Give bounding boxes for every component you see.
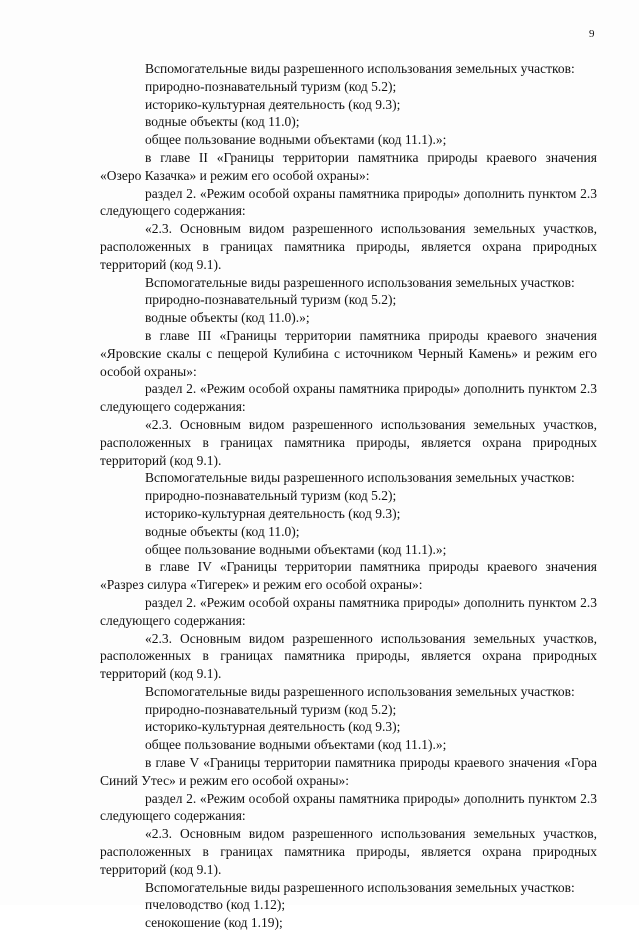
paragraph: Вспомогательные виды разрешенного использования земельных участков:	[145, 683, 575, 699]
paragraph: Вспомогательные виды разрешенного использования земельных участков:	[145, 470, 575, 486]
paragraph: природно-познавательный туризм (код 5.2);	[145, 78, 397, 94]
paragraph: сенокошение (код 1.19);	[145, 915, 283, 931]
document-body	[100, 60, 597, 932]
paragraph: «2.3. Основным видом разрешенного использования земельных участков, расположенных в границах памятника природы, является охрана природных территорий (код 9.1).	[100, 826, 597, 877]
paragraph: «2.3. Основным видом разрешенного использования земельных участков, расположенных в границах памятника природы, является охрана природных территорий (код 9.1).	[100, 221, 597, 272]
paragraph: в главе II «Границы территории памятника природы краевого значения «Озеро Казачка» и режим его особой охраны»:	[100, 149, 597, 183]
paragraph: историко-культурная деятельность (код 9.3);	[145, 719, 401, 735]
paragraph: Вспомогательные виды разрешенного использования земельных участков:	[145, 61, 575, 76]
paragraph: общее пользование водными объектами (код 11.1).»;	[145, 737, 447, 753]
paragraph: раздел 2. «Режим особой охраны памятника природы» дополнить пунктом 2.3 следующего содержания:	[100, 594, 597, 628]
paragraph: в главе IV «Границы территории памятника природы краевого значения «Разрез силура «Тигерек» и режим его особой охраны»:	[100, 559, 597, 593]
paragraph: Вспомогательные виды разрешенного использования земельных участков:	[145, 274, 575, 290]
paragraph: раздел 2. «Режим особой охраны памятника природы» дополнить пунктом 2.3 следующего содержания:	[100, 185, 597, 219]
paragraph: общее пользование водными объектами (код 11.1).»;	[145, 132, 447, 148]
paragraph: в главе V «Границы территории памятника природы краевого значения «Гора Синий Утес» и режим его особой охраны»:	[100, 755, 597, 788]
paragraph: природно-познавательный туризм (код 5.2);	[145, 292, 397, 308]
paragraph: «2.3. Основным видом разрешенного использования земельных участков, расположенных в границах памятника природы, является охрана природных территорий (код 9.1).	[100, 416, 597, 468]
page-number: 9	[589, 28, 595, 40]
paragraph: «2.3. Основным видом разрешенного использования земельных участков, расположенных в границах памятника природы, является охрана природных территорий (код 9.1).	[100, 630, 597, 682]
paragraph: водные объекты (код 11.0).»;	[145, 310, 310, 326]
paragraph: природно-познавательный туризм (код 5.2);	[145, 701, 397, 717]
paragraph: раздел 2. «Режим особой охраны памятника природы» дополнить пунктом 2.3 следующего содержания:	[100, 790, 597, 824]
paragraph: пчеловодство (код 1.12);	[145, 897, 286, 913]
paragraph: историко-культурная деятельность (код 9.3);	[145, 505, 401, 521]
paragraph: водные объекты (код 11.0);	[145, 114, 300, 130]
paragraph: Вспомогательные виды разрешенного использования земельных участков:	[145, 879, 575, 895]
paragraph: водные объекты (код 11.0);	[145, 523, 300, 539]
paragraph: общее пользование водными объектами (код 11.1).»;	[145, 541, 447, 557]
paragraph: в главе III «Границы территории памятника природы краевого значения «Яровские скалы с пещерой Кулибина с источником Черный Камень» и режим его особой охраны»:	[100, 327, 597, 379]
paragraph: природно-познавательный туризм (код 5.2);	[145, 488, 397, 504]
paragraph: раздел 2. «Режим особой охраны памятника природы» дополнить пунктом 2.3 следующего содержания:	[100, 381, 597, 415]
paragraph: историко-культурная деятельность (код 9.3);	[145, 96, 401, 112]
